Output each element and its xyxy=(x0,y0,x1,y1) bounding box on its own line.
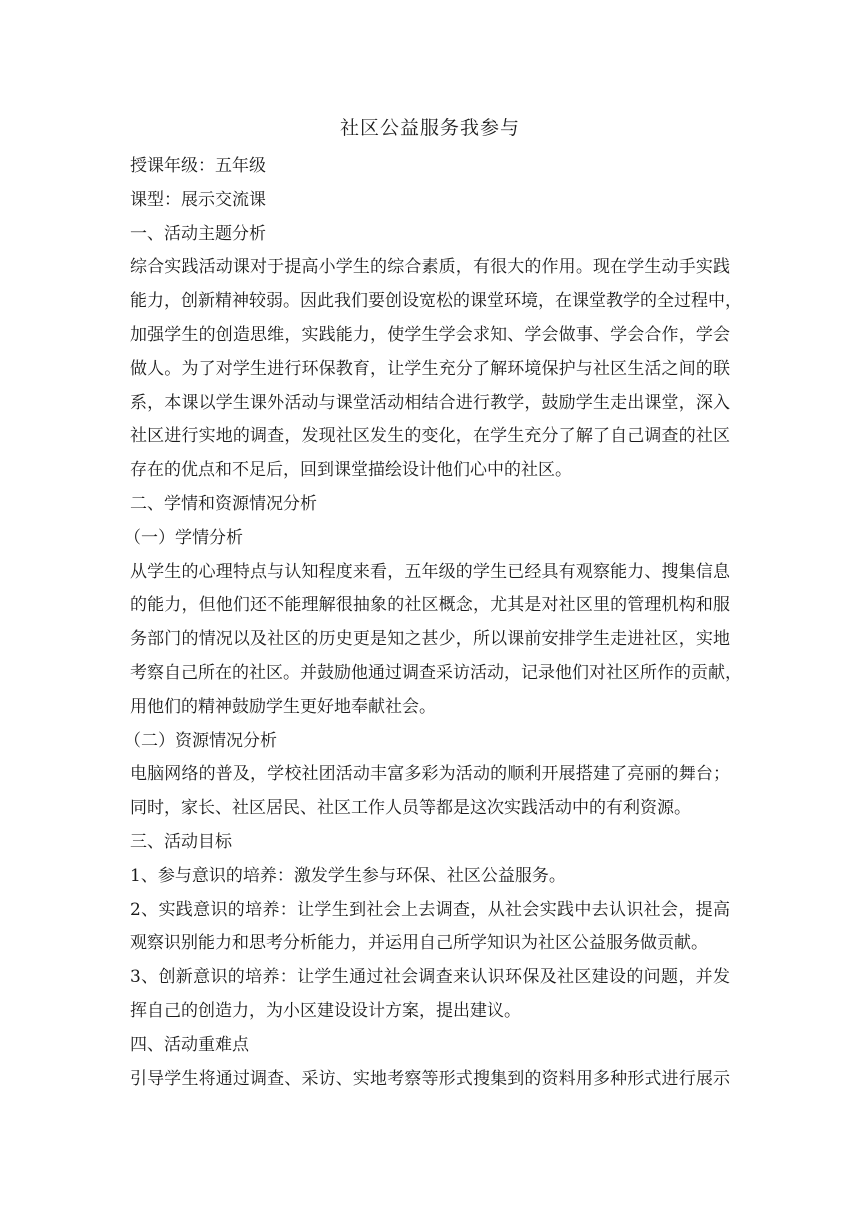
paragraph-line: 2、实践意识的培养：让学生到社会上去调查，从社会实践中去认识社会，提高 xyxy=(130,899,730,920)
paragraph-line: 系，本课以学生课外活动与课堂活动相结合进行教学，鼓励学生走出课堂，深入 xyxy=(130,392,730,413)
paragraph-line: 1、参与意识的培养：激发学生参与环保、社区公益服务。 xyxy=(130,865,566,886)
paragraph-line: 观察识别能力和思考分析能力，并运用自己所学知识为社区公益服务做贡献。 xyxy=(130,933,708,954)
document-body xyxy=(124,112,742,1096)
paragraph-learner-analysis xyxy=(130,556,742,725)
paragraph-line: 加强学生的创造思维，实践能力，使学生学会求知、学会做事、学会合作，学会 xyxy=(130,324,730,345)
paragraph-line: 能力，创新精神较弱。因此我们要创设宽松的课堂环境，在课堂教学的全过程中， xyxy=(130,291,742,312)
paragraph-line: 引导学生将通过调查、采访、实地考察等形式搜集到的资料用多种形式进行展示 xyxy=(130,1068,730,1089)
paragraph-line: 综合实践活动课对于提高小学生的综合素质，有很大的作用。现在学生动手实践 xyxy=(130,257,730,278)
paragraph-line: 做人。为了对学生进行环保教育，让学生充分了解环境保护与社区生活之间的联 xyxy=(130,358,730,379)
paragraph-line: 同时，家长、社区居民、社区工作人员等都是这次实践活动中的有利资源。 xyxy=(130,798,691,819)
paragraph-key-difficulties xyxy=(130,1063,730,1097)
paragraph-theme-analysis xyxy=(130,251,742,488)
section-heading-activity-goals: 三、活动目标 xyxy=(130,831,232,852)
paragraph-line: 社区进行实地的调查，发现社区发生的变化，在学生充分了解了自己调查的社区 xyxy=(130,426,730,447)
paragraph-line: 务部门的情况以及社区的历史更是知之甚少，所以课前安排学生走进社区，实地 xyxy=(130,629,730,650)
section-heading-learner-resource-analysis: 二、学情和资源情况分析 xyxy=(130,493,317,514)
paragraph-line: 存在的优点和不足后，回到课堂描绘设计他们心中的社区。 xyxy=(130,460,572,481)
subsection-heading-resource-analysis: （二）资源情况分析 xyxy=(124,730,277,751)
paragraph-line: 挥自己的创造力，为小区建设设计方案，提出建议。 xyxy=(130,1000,521,1021)
goal-item-practice xyxy=(130,894,730,962)
paragraph-line: 考察自己所在的社区。并鼓励他通过调查采访活动，记录他们对社区所作的贡献， xyxy=(130,662,742,683)
document-title: 社区公益服务我参与 xyxy=(339,117,520,139)
paragraph-line: 用他们的精神鼓励学生更好地奉献社会。 xyxy=(130,696,436,717)
paragraph-resource-analysis xyxy=(130,758,730,826)
paragraph-line: 3、创新意识的培养：让学生通过社会调查来认识环保及社区建设的问题，并发 xyxy=(130,967,730,988)
section-heading-theme-analysis: 一、活动主题分析 xyxy=(130,223,266,244)
goal-item-innovation xyxy=(130,961,730,1029)
paragraph-line: 从学生的心理特点与认知程度来看，五年级的学生已经具有观察能力、搜集信息 xyxy=(130,561,730,582)
paragraph-line: 的能力，但他们还不能理解很抽象的社区概念，尤其是对社区里的管理机构和服 xyxy=(130,595,730,616)
goal-item-participation xyxy=(130,860,730,894)
grade-line: 授课年级：五年级 xyxy=(130,156,266,176)
section-heading-key-difficulties: 四、活动重难点 xyxy=(130,1034,249,1055)
subsection-heading-learner-analysis: （一）学情分析 xyxy=(124,527,243,548)
lesson-type-line: 课型：展示交流课 xyxy=(130,189,266,210)
paragraph-line: 电脑网络的普及，学校社团活动丰富多彩为活动的顺利开展搭建了亮丽的舞台； xyxy=(130,764,730,785)
